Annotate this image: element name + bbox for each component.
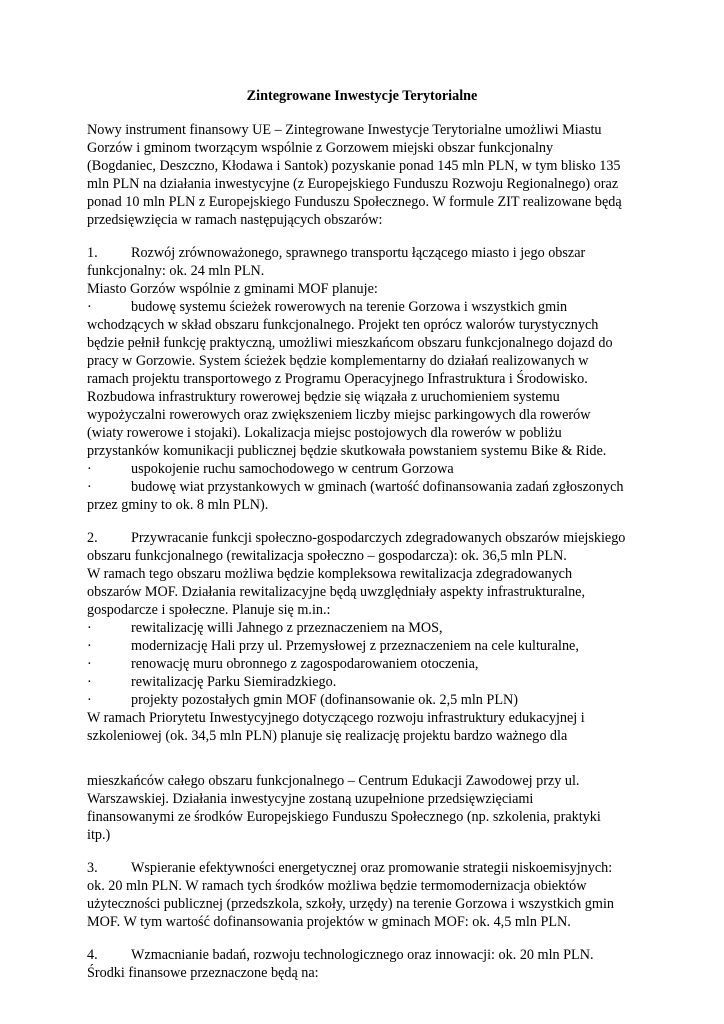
bullet-symbol: · <box>87 461 92 477</box>
bullet-text: budowę wiat przystankowych w gminach (wartość dofinansowania zadań zgłoszonych <box>131 479 624 495</box>
bullet-continuation: przystanków komunikacji publicznej będzie skutkowała powstaniem systemu Bike & Ride. <box>87 443 607 459</box>
section-line: gospodarcze i społeczne. Planuje się m.in.: <box>87 602 331 618</box>
bullet-symbol: · <box>87 656 92 672</box>
intro-line: Gorzów i gminom tworzącym wspólnie z Gorzowem miejski obszar funkcjonalny <box>87 140 554 156</box>
bullet-text: projekty pozostałych gmin MOF (dofinansowanie ok. 2,5 mln PLN) <box>131 692 518 708</box>
section-line: użyteczności publicznej (przedszkola, szkoły, urzędy) na terenie Gorzowa i wszystkich gmin <box>87 896 614 912</box>
section-number: 4. <box>87 947 98 963</box>
document-title: Zintegrowane Inwestycje Terytorialne <box>246 88 478 104</box>
bullet-continuation: (wiaty rowerowe i stojaki). Lokalizacja miejsc postojowych dla rowerów w pobliżu <box>87 425 562 441</box>
intro-line: Nowy instrument finansowy UE – Zintegrowane Inwestycje Terytorialne umożliwi Miastu <box>87 122 602 138</box>
section-heading: Wspieranie efektywności energetycznej oraz promowanie strategii niskoemisyjnych: <box>131 860 613 876</box>
bullet-text: modernizację Hali przy ul. Przemysłowej z przeznaczeniem na cele kulturalne, <box>131 638 579 654</box>
bullet-continuation: ramach projektu transportowego z Programu Operacyjnego Infrastruktura i Środowisko. <box>87 371 588 387</box>
section-line: finansowanymi ze środków Europejskiego Funduszu Społecznego (np. szkolenia, praktyki <box>87 809 601 825</box>
intro-line: ponad 10 mln PLN z Europejskiego Funduszu Społecznego. W formule ZIT realizowane będą <box>87 194 622 210</box>
bullet-symbol: · <box>87 479 92 495</box>
bullet-symbol: · <box>87 674 92 690</box>
bullet-text: rewitalizację Parku Siemiradzkiego. <box>131 674 337 690</box>
bullet-text: budowę systemu ścieżek rowerowych na terenie Gorzowa i wszystkich gmin <box>131 299 568 315</box>
bullet-symbol: · <box>87 638 92 654</box>
bullet-symbol: · <box>87 299 92 315</box>
bullet-continuation: przez gminy to ok. 8 mln PLN). <box>87 497 269 513</box>
section-line: itp.) <box>87 827 111 843</box>
section-heading: Przywracanie funkcji społeczno-gospodarczych zdegradowanych obszarów miejskiego <box>131 530 626 546</box>
bullet-continuation: wchodzących w skład obszaru funkcjonalnego. Projekt ten oprócz walorów turystycznych <box>87 317 599 333</box>
section-line: mieszkańców całego obszaru funkcjonalnego – Centrum Edukacji Zawodowej przy ul. <box>87 773 580 789</box>
bullet-continuation: Rozbudowa infrastruktury rowerowej będzie się wiązała z uruchomieniem systemu <box>87 389 560 405</box>
section-number: 3. <box>87 860 98 876</box>
section-line: Miasto Gorzów wspólnie z gminami MOF planuje: <box>87 281 378 297</box>
intro-line: mln PLN na działania inwestycyjne (z Europejskiego Funduszu Rozwoju Regionalnego) oraz <box>87 176 619 192</box>
section-line: ok. 20 mln PLN. W ramach tych środków możliwa będzie termomodernizacja obiektów <box>87 878 587 894</box>
section-line: obszarów MOF. Działania rewitalizacyjne będą uwzględniały aspekty infrastrukturalne, <box>87 584 586 600</box>
section-heading: Rozwój zrównoważonego, sprawnego transportu łączącego miasto i jego obszar <box>131 245 586 261</box>
bullet-text: renowację muru obronnego z zagospodarowaniem otoczenia, <box>131 656 479 672</box>
intro-line: (Bogdaniec, Deszczno, Kłodawa i Santok) pozyskanie ponad 145 mln PLN, w tym blisko 135 <box>87 158 621 174</box>
section-line: MOF. W tym wartość dofinansowania projektów w gminach MOF: ok. 4,5 mln PLN. <box>87 914 571 930</box>
section-line: szkoleniowej (ok. 34,5 mln PLN) planuje się realizację projektu bardzo ważnego dla <box>87 728 568 744</box>
section-line: Środki finansowe przeznaczone będą na: <box>87 965 319 981</box>
bullet-continuation: pracy w Gorzowie. System ścieżek będzie komplementarny do działań realizowanych w <box>87 353 589 369</box>
section-line: W ramach tego obszaru możliwa będzie kompleksowa rewitalizacja zdegradowanych <box>87 566 573 582</box>
bullet-continuation: wypożyczalni rowerowych oraz zwiększeniem liczby miejsc parkingowych dla rowerów <box>87 407 591 423</box>
bullet-symbol: · <box>87 692 92 708</box>
section-number: 1. <box>87 245 98 261</box>
bullet-text: rewitalizację willi Jahnego z przeznaczeniem na MOS, <box>131 620 443 636</box>
intro-line: przedsięwzięcia w ramach następujących obszarów: <box>87 212 383 228</box>
section-line: obszaru funkcjonalnego (rewitalizacja społeczno – gospodarcza): ok. 36,5 mln PLN. <box>87 548 567 564</box>
section-line: Warszawskiej. Działania inwestycyjne zostaną uzupełnione przedsięwzięciami <box>87 791 534 807</box>
bullet-continuation: będzie pełnił funkcję praktyczną, umożliwi mieszkańcom obszaru funkcjonalnego dojazd do <box>87 335 613 351</box>
section-heading: Wzmacnianie badań, rozwoju technologicznego oraz innowacji: ok. 20 mln PLN. <box>131 947 594 963</box>
section-line: funkcjonalny: ok. 24 mln PLN. <box>87 263 265 279</box>
bullet-symbol: · <box>87 620 92 636</box>
section-line: W ramach Priorytetu Inwestycyjnego dotyczącego rozwoju infrastruktury edukacyjnej i <box>87 710 585 726</box>
bullet-text: uspokojenie ruchu samochodowego w centrum Gorzowa <box>131 461 454 477</box>
section-number: 2. <box>87 530 98 546</box>
